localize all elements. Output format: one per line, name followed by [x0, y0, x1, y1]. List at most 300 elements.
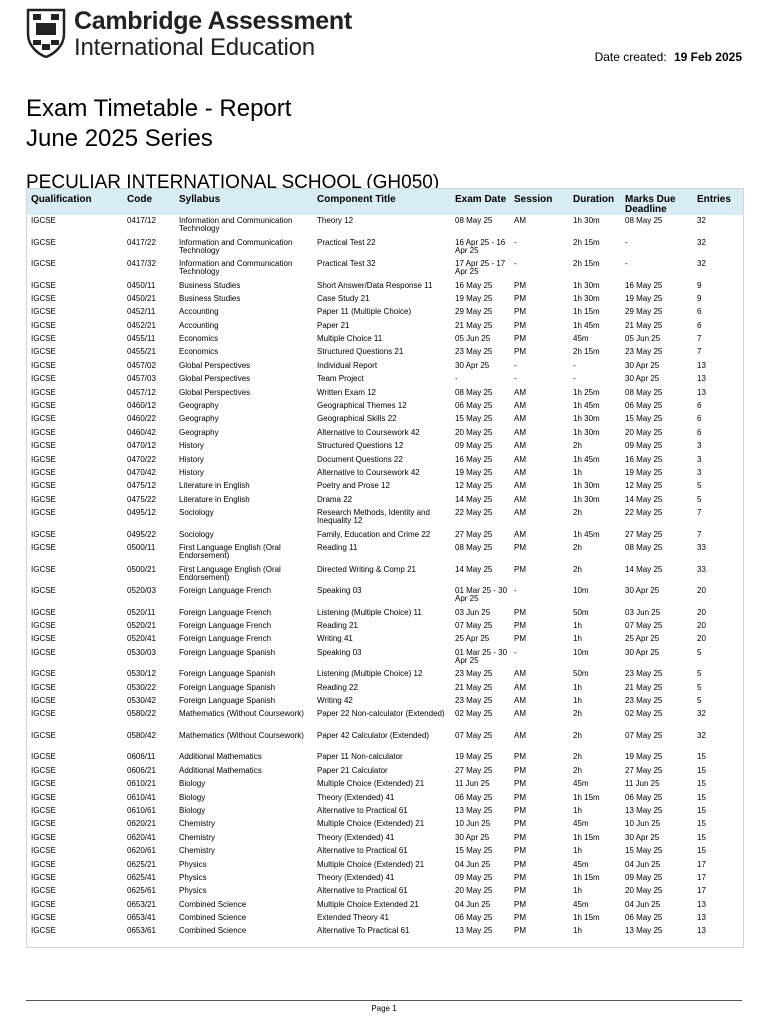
- table-cell: PM: [514, 886, 526, 896]
- table-cell: Information and Communication Technology: [179, 216, 293, 233]
- table-cell: 1h: [573, 846, 582, 856]
- table-cell: AM: [514, 414, 526, 424]
- table-cell: PM: [514, 779, 526, 789]
- table-cell: Alternative to Practical 61: [317, 846, 408, 856]
- table-cell: Information and Communication Technology: [179, 237, 293, 255]
- table-cell: Speaking 03: [317, 647, 362, 657]
- table-row: [27, 708, 743, 730]
- table-cell: 11 Jun 25: [625, 779, 660, 789]
- table-cell: 0460/42: [127, 427, 156, 437]
- table-row: [27, 494, 743, 507]
- table-cell: 15: [697, 819, 706, 829]
- table-cell: 08 May 25: [625, 216, 663, 225]
- table-cell: IGCSE: [31, 347, 56, 357]
- table-row: [27, 306, 743, 319]
- table-row: [27, 620, 743, 633]
- table-cell: 02 May 25: [625, 709, 663, 719]
- table-cell: 0450/11: [127, 280, 156, 290]
- table-cell: Drama 22: [317, 494, 353, 504]
- table-cell: IGCSE: [31, 872, 56, 882]
- table-row: [27, 695, 743, 708]
- table-cell: AM: [514, 216, 526, 225]
- table-cell: 5: [697, 494, 702, 504]
- table-cell: Family, Education and Crime 22: [317, 529, 431, 539]
- table-cell: 06 May 25: [455, 792, 493, 802]
- table-cell: Paper 22 Non-calculator (Extended): [317, 709, 445, 719]
- table-cell: 0470/42: [127, 467, 156, 477]
- table-cell: 17: [697, 872, 706, 882]
- table-cell: 0625/61: [127, 886, 156, 896]
- table-cell: AM: [514, 709, 526, 719]
- table-cell: 09 May 25: [455, 872, 493, 882]
- table-cell: 15: [697, 805, 706, 815]
- table-cell: Paper 11 Non-calculator: [317, 752, 403, 762]
- table-cell: Business Studies: [179, 293, 241, 303]
- table-row: [27, 542, 743, 564]
- table-cell: 0470/12: [127, 441, 156, 451]
- table-cell: 33: [697, 564, 706, 574]
- footer-divider: [26, 1000, 742, 1001]
- table-cell: 15: [697, 792, 706, 802]
- table-row: [27, 529, 743, 542]
- table-cell: PM: [514, 926, 526, 936]
- table-cell: 32: [697, 730, 706, 740]
- table-row: [27, 215, 743, 237]
- table-cell: 1h: [573, 467, 582, 477]
- table-cell: AM: [514, 529, 526, 539]
- table-cell: 15 May 25: [625, 414, 663, 424]
- table-cell: IGCSE: [31, 730, 56, 740]
- table-cell: 25 Apr 25: [455, 634, 490, 644]
- table-row: [27, 818, 743, 831]
- table-cell: 32: [697, 237, 706, 247]
- table-cell: IGCSE: [31, 709, 56, 719]
- table-cell: Writing 42: [317, 695, 353, 705]
- table-cell: 15 May 25: [455, 846, 493, 856]
- table-cell: 23 May 25: [625, 347, 663, 357]
- table-cell: 15: [697, 765, 706, 775]
- table-cell: Poetry and Prose 12: [317, 481, 390, 491]
- table-cell: 05 Jun 25: [625, 334, 661, 344]
- table-cell: 1h 30m: [573, 427, 600, 437]
- table-cell: 32: [697, 259, 706, 268]
- table-cell: PM: [514, 899, 526, 909]
- table-row: [27, 805, 743, 818]
- table-row: [27, 647, 743, 669]
- table-cell: -: [514, 360, 517, 370]
- table-cell: 30 Apr 25: [455, 360, 490, 370]
- table-cell: 45m: [573, 859, 589, 869]
- table-cell: 2h 15m: [573, 259, 600, 268]
- table-cell: 30 Apr 25: [455, 832, 490, 842]
- table-cell: 09 May 25: [625, 872, 663, 882]
- table-cell: 5: [697, 695, 702, 705]
- table-cell: IGCSE: [31, 926, 56, 936]
- table-cell: 1h 25m: [573, 387, 600, 397]
- table-cell: 30 Apr 25: [625, 647, 660, 657]
- date-created-label: Date created:: [594, 50, 667, 64]
- table-cell: 19 May 25: [455, 293, 493, 303]
- table-cell: Information and Communication Technology: [179, 259, 293, 276]
- table-cell: 05 Jun 25: [455, 334, 491, 344]
- table-cell: IGCSE: [31, 293, 56, 303]
- table-cell: 50m: [573, 669, 589, 679]
- table-row: [27, 400, 743, 413]
- table-row: [27, 480, 743, 493]
- table-cell: IGCSE: [31, 467, 56, 477]
- table-row: [27, 765, 743, 778]
- table-cell: AM: [514, 427, 526, 437]
- table-cell: First Language English (Oral Endorsement): [179, 543, 281, 561]
- table-cell: Accounting: [179, 320, 219, 330]
- table-cell: IGCSE: [31, 634, 56, 644]
- table-cell: -: [455, 374, 458, 384]
- table-cell: 1h: [573, 695, 582, 705]
- table-cell: 09 May 25: [455, 441, 493, 451]
- table-cell: 7: [697, 347, 702, 357]
- table-cell: 13 May 25: [625, 926, 663, 936]
- table-cell: AM: [514, 387, 526, 397]
- table-cell: Combined Science: [179, 913, 247, 923]
- table-cell: 08 May 25: [455, 543, 493, 553]
- table-cell: 0500/11: [127, 543, 156, 553]
- table-cell: IGCSE: [31, 779, 56, 789]
- table-cell: 1h: [573, 886, 582, 896]
- table-cell: 0475/12: [127, 481, 156, 491]
- table-cell: IGCSE: [31, 494, 56, 504]
- table-cell: 1h 30m: [573, 280, 600, 290]
- table-cell: History: [179, 467, 204, 477]
- table-cell: 04 Jun 25: [625, 899, 661, 909]
- table-row: [27, 280, 743, 293]
- table-cell: Foreign Language French: [179, 634, 272, 644]
- table-cell: Geography: [179, 401, 219, 411]
- table-cell: Global Perspectives: [179, 360, 251, 370]
- table-cell: AM: [514, 682, 526, 692]
- table-cell: IGCSE: [31, 427, 56, 437]
- table-cell: -: [514, 374, 517, 384]
- table-cell: 16 May 25: [625, 280, 663, 290]
- table-cell: 6: [697, 320, 702, 330]
- table-cell: Research Methods, Identity and Inequality 12: [317, 508, 430, 526]
- table-cell: 30 Apr 25: [625, 832, 660, 842]
- table-cell: AM: [514, 454, 526, 464]
- table-cell: 10m: [573, 586, 589, 596]
- table-header-row: [27, 189, 743, 215]
- table-cell: 13: [697, 926, 706, 936]
- table-cell: First Language English (Oral Endorsement): [179, 564, 281, 582]
- table-cell: 2h 15m: [573, 237, 600, 247]
- table-row: [27, 682, 743, 695]
- table-cell: 16 May 25: [625, 454, 663, 464]
- table-cell: AM: [514, 508, 526, 518]
- table-cell: 45m: [573, 334, 589, 344]
- table-cell: 0457/03: [127, 374, 156, 384]
- table-cell: Chemistry: [179, 846, 216, 856]
- table-cell: Practical Test 32: [317, 259, 376, 268]
- table-row: [27, 413, 743, 426]
- table-cell: 15: [697, 779, 706, 789]
- table-cell: 13: [697, 899, 706, 909]
- table-cell: -: [625, 237, 628, 247]
- table-cell: 0530/03: [127, 647, 156, 657]
- table-cell: Biology: [179, 792, 206, 802]
- table-cell: 0610/21: [127, 779, 156, 789]
- table-cell: 19 May 25: [625, 467, 663, 477]
- table-cell: 1h 15m: [573, 307, 600, 317]
- table-cell: Writing 41: [317, 634, 353, 644]
- table-cell: Mathematics (Without Coursework): [179, 730, 304, 740]
- table-cell: 06 May 25: [625, 913, 663, 923]
- table-cell: 30 Apr 25: [625, 586, 660, 596]
- table-cell: 15 May 25: [625, 846, 663, 856]
- table-cell: Theory 12: [317, 216, 354, 225]
- table-cell: 06 May 25: [625, 792, 663, 802]
- table-cell: 1h 30m: [573, 293, 600, 303]
- table-cell: PM: [514, 913, 526, 923]
- table-cell: 27 May 25: [455, 529, 493, 539]
- table-cell: 45m: [573, 779, 589, 789]
- column-header: Syllabus: [179, 194, 221, 205]
- table-cell: Case Study 21: [317, 293, 370, 303]
- table-cell: Alternative to Coursework 42: [317, 467, 420, 477]
- table-cell: 10m: [573, 647, 589, 657]
- date-created: [595, 50, 742, 64]
- table-cell: 14 May 25: [625, 564, 663, 574]
- table-cell: IGCSE: [31, 237, 56, 247]
- table-cell: 16 May 25: [455, 454, 493, 464]
- table-cell: 1h: [573, 926, 582, 936]
- table-cell: Individual Report: [317, 360, 378, 370]
- table-cell: 0620/21: [127, 819, 156, 829]
- table-cell: 9: [697, 293, 702, 303]
- table-cell: 19 May 25: [455, 752, 493, 762]
- table-row: [27, 585, 743, 607]
- table-cell: 0452/21: [127, 320, 156, 330]
- column-header: Qualification: [31, 194, 92, 205]
- table-cell: PM: [514, 320, 526, 330]
- table-cell: PM: [514, 634, 526, 644]
- table-cell: 17: [697, 886, 706, 896]
- table-cell: IGCSE: [31, 564, 56, 574]
- table-cell: PM: [514, 543, 526, 553]
- table-cell: Economics: [179, 334, 219, 344]
- table-cell: 09 May 25: [625, 441, 663, 451]
- report-title: Exam Timetable - Report: [26, 95, 292, 122]
- table-cell: 0653/21: [127, 899, 156, 909]
- table-cell: Biology: [179, 779, 206, 789]
- table-cell: IGCSE: [31, 543, 56, 553]
- table-cell: Geographical Themes 12: [317, 401, 407, 411]
- table-cell: Business Studies: [179, 280, 241, 290]
- table-cell: Written Exam 12: [317, 387, 376, 397]
- table-cell: 1h 15m: [573, 792, 600, 802]
- table-cell: IGCSE: [31, 765, 56, 775]
- table-cell: PM: [514, 334, 526, 344]
- table-cell: 13 May 25: [455, 805, 493, 815]
- table-cell: PM: [514, 620, 526, 630]
- table-cell: AM: [514, 494, 526, 504]
- table-cell: Combined Science: [179, 899, 247, 909]
- column-header: Marks Due Deadline: [625, 194, 676, 215]
- table-cell: Multiple Choice (Extended) 21: [317, 819, 425, 829]
- table-cell: IGCSE: [31, 320, 56, 330]
- table-cell: -: [573, 360, 576, 370]
- table-cell: 0530/12: [127, 669, 156, 679]
- table-cell: 2h: [573, 709, 582, 719]
- table-row: [27, 467, 743, 480]
- table-cell: Foreign Language Spanish: [179, 695, 276, 705]
- table-cell: 32: [697, 216, 706, 225]
- table-cell: 0580/42: [127, 730, 156, 740]
- table-cell: IGCSE: [31, 441, 56, 451]
- table-row: [27, 912, 743, 925]
- table-row: [27, 427, 743, 440]
- table-cell: 0606/11: [127, 752, 156, 762]
- table-cell: AM: [514, 467, 526, 477]
- column-header: Duration: [573, 194, 615, 205]
- table-cell: 0620/61: [127, 846, 156, 856]
- table-cell: Theory (Extended) 41: [317, 872, 395, 882]
- table-cell: 19 May 25: [625, 752, 663, 762]
- table-cell: 0417/32: [127, 259, 156, 268]
- table-cell: PM: [514, 752, 526, 762]
- table-cell: IGCSE: [31, 620, 56, 630]
- table-cell: -: [514, 259, 517, 268]
- table-cell: 02 May 25: [455, 709, 493, 719]
- table-cell: 9: [697, 280, 702, 290]
- table-cell: IGCSE: [31, 529, 56, 539]
- table-cell: Reading 22: [317, 682, 358, 692]
- table-cell: -: [514, 237, 517, 247]
- table-cell: Physics: [179, 886, 207, 896]
- table-cell: 12 May 25: [455, 481, 493, 491]
- table-cell: PM: [514, 859, 526, 869]
- table-cell: Structured Questions 21: [317, 347, 404, 357]
- table-cell: Alternative to Coursework 42: [317, 427, 420, 437]
- table-cell: 10 Jun 25: [625, 819, 661, 829]
- column-header: Code: [127, 194, 152, 205]
- table-cell: Chemistry: [179, 832, 216, 842]
- table-cell: 5: [697, 481, 702, 491]
- table-cell: Foreign Language French: [179, 607, 272, 617]
- table-cell: 27 May 25: [455, 765, 493, 775]
- column-header: Entries: [697, 194, 731, 205]
- table-cell: 13: [697, 387, 706, 397]
- table-cell: 23 May 25: [455, 669, 493, 679]
- table-row: [27, 333, 743, 346]
- table-cell: AM: [514, 441, 526, 451]
- table-cell: 0606/21: [127, 765, 156, 775]
- table-cell: 29 May 25: [625, 307, 663, 317]
- table-cell: Chemistry: [179, 819, 216, 829]
- table-cell: 0417/12: [127, 216, 156, 225]
- table-cell: 1h 30m: [573, 216, 600, 225]
- table-cell: IGCSE: [31, 859, 56, 869]
- cambridge-logo: [26, 8, 352, 60]
- table-cell: AM: [514, 695, 526, 705]
- table-cell: 2h: [573, 441, 582, 451]
- table-cell: IGCSE: [31, 454, 56, 464]
- table-cell: 23 May 25: [625, 669, 663, 679]
- table-cell: IGCSE: [31, 259, 56, 268]
- table-cell: IGCSE: [31, 334, 56, 344]
- table-cell: 29 May 25: [455, 307, 493, 317]
- table-cell: Literature in English: [179, 494, 250, 504]
- table-cell: 0530/22: [127, 682, 156, 692]
- table-cell: 2h: [573, 508, 582, 518]
- table-cell: 27 May 25: [625, 765, 663, 775]
- table-cell: Additional Mathematics: [179, 765, 262, 775]
- table-cell: PM: [514, 832, 526, 842]
- table-cell: 2h: [573, 765, 582, 775]
- table-cell: 32: [697, 709, 706, 719]
- table-cell: Reading 21: [317, 620, 358, 630]
- table-cell: 11 Jun 25: [455, 779, 490, 789]
- table-cell: IGCSE: [31, 752, 56, 762]
- table-cell: Multiple Choice Extended 21: [317, 899, 419, 909]
- table-row: [27, 925, 743, 938]
- table-cell: AM: [514, 669, 526, 679]
- table-cell: IGCSE: [31, 387, 56, 397]
- school-name: PECULIAR INTERNATIONAL SCHOOL (GH050): [26, 172, 440, 193]
- table-cell: 21 May 25: [455, 682, 493, 692]
- table-cell: Paper 21: [317, 320, 350, 330]
- table-cell: 2h 15m: [573, 347, 600, 357]
- table-cell: Document Questions 22: [317, 454, 403, 464]
- table-cell: 20 May 25: [455, 886, 493, 896]
- table-cell: 04 Jun 25: [455, 859, 491, 869]
- crest-icon: [26, 8, 66, 58]
- table-cell: 0580/22: [127, 709, 156, 719]
- table-cell: 0495/12: [127, 508, 156, 518]
- table-cell: 19 May 25: [625, 293, 663, 303]
- table-cell: 20 May 25: [625, 886, 663, 896]
- table-cell: 6: [697, 427, 702, 437]
- table-cell: Sociology: [179, 508, 214, 518]
- table-cell: 1h 15m: [573, 872, 600, 882]
- column-header: Exam Date: [455, 194, 507, 205]
- table-cell: 07 May 25: [625, 620, 663, 630]
- table-cell: IGCSE: [31, 846, 56, 856]
- table-row: [27, 258, 743, 280]
- table-cell: 45m: [573, 899, 589, 909]
- table-cell: PM: [514, 872, 526, 882]
- table-cell: IGCSE: [31, 669, 56, 679]
- table-cell: 0452/11: [127, 307, 156, 317]
- table-cell: 0610/61: [127, 805, 156, 815]
- table-cell: 07 May 25: [625, 730, 663, 740]
- table-cell: 21 May 25: [625, 320, 663, 330]
- table-cell: 0653/61: [127, 926, 156, 936]
- table-cell: -: [625, 259, 628, 268]
- table-cell: Reading 11: [317, 543, 358, 553]
- table-cell: 03 Jun 25: [455, 607, 491, 617]
- table-cell: 08 May 25: [455, 387, 493, 397]
- table-cell: IGCSE: [31, 481, 56, 491]
- table-cell: Accounting: [179, 307, 219, 317]
- table-cell: 16 May 25: [455, 280, 493, 290]
- date-created-value: 19 Feb 2025: [673, 50, 742, 64]
- table-row: [27, 730, 743, 752]
- table-cell: 0450/21: [127, 293, 156, 303]
- table-body: [27, 215, 743, 939]
- table-cell: 0520/03: [127, 586, 156, 596]
- table-cell: 1h 15m: [573, 832, 600, 842]
- table-cell: 0620/41: [127, 832, 156, 842]
- table-cell: -: [514, 647, 517, 657]
- table-cell: 13: [697, 360, 706, 370]
